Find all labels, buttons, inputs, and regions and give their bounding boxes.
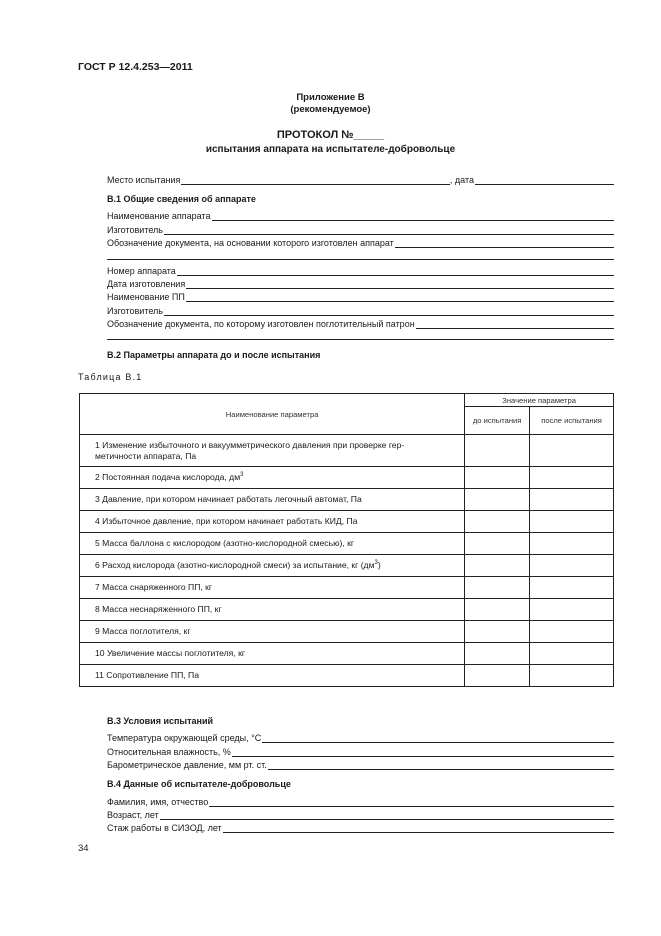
field-row xyxy=(107,277,614,289)
field-blank[interactable] xyxy=(186,292,614,302)
field-label: Относительная влажность, % xyxy=(107,747,231,757)
parameter-name: 3 Давление, при котором начинает работать легочный автомат, Па xyxy=(80,489,465,511)
field-blank[interactable] xyxy=(268,760,614,770)
place-date-row xyxy=(107,173,614,185)
field-blank[interactable] xyxy=(262,733,614,743)
parameter-name: 10 Увеличение массы поглотителя, кг xyxy=(80,643,465,665)
table-row xyxy=(80,489,614,511)
value-after-cell[interactable] xyxy=(530,555,614,577)
field-label: Температура окружающей среды, °С xyxy=(107,733,262,743)
value-before-cell[interactable] xyxy=(465,621,530,643)
column-header-before: до испытания xyxy=(465,407,530,435)
column-header-name: Наименование параметра xyxy=(80,394,465,435)
protocol-subtitle: испытания аппарата на испытателе-добровольце xyxy=(205,144,456,155)
value-after-cell[interactable] xyxy=(530,435,614,467)
field-label: Возраст, лет xyxy=(107,810,159,820)
value-before-cell[interactable] xyxy=(465,643,530,665)
table-row xyxy=(80,665,614,687)
value-before-cell[interactable] xyxy=(465,555,530,577)
value-before-cell[interactable] xyxy=(465,599,530,621)
field-label: Обозначение документа, по которому изготовлен поглотительный патрон xyxy=(107,319,415,329)
value-before-cell[interactable] xyxy=(465,467,530,489)
field-label: Обозначение документа, на основании которого изготовлен аппарат xyxy=(107,238,394,248)
table-row xyxy=(80,467,614,489)
place-label: Место испытания xyxy=(107,175,181,185)
value-before-cell[interactable] xyxy=(465,489,530,511)
parameter-name: 8 Масса неснаряженного ПП, кг xyxy=(80,599,465,621)
table-row xyxy=(80,577,614,599)
field-row xyxy=(107,821,614,833)
table-row xyxy=(80,555,614,577)
field-label: Барометрическое давление, мм рт. ст. xyxy=(107,760,267,770)
parameter-name: 5 Масса баллона с кислородом (азотно-кислородной смесью), кг xyxy=(80,533,465,555)
section-b3-title: В.3 Условия испытаний xyxy=(107,716,214,726)
field-row xyxy=(107,236,614,248)
value-before-cell[interactable] xyxy=(465,577,530,599)
value-after-cell[interactable] xyxy=(530,665,614,687)
field-row xyxy=(107,731,614,743)
continuation-line[interactable] xyxy=(107,259,614,260)
field-row xyxy=(107,304,614,316)
value-after-cell[interactable] xyxy=(530,577,614,599)
continuation-line[interactable] xyxy=(107,339,614,340)
field-blank[interactable] xyxy=(212,211,615,221)
field-row xyxy=(107,758,614,770)
table-row xyxy=(80,533,614,555)
table-row xyxy=(80,435,614,467)
field-blank[interactable] xyxy=(395,238,614,248)
field-label: Наименование ПП xyxy=(107,292,185,302)
value-before-cell[interactable] xyxy=(465,511,530,533)
column-header-after: после испытания xyxy=(530,407,614,435)
value-after-cell[interactable] xyxy=(530,621,614,643)
field-label: Изготовитель xyxy=(107,225,163,235)
date-blank[interactable] xyxy=(475,175,614,185)
value-after-cell[interactable] xyxy=(530,643,614,665)
value-after-cell[interactable] xyxy=(530,511,614,533)
field-row xyxy=(107,209,614,221)
table-row xyxy=(80,643,614,665)
table-row xyxy=(80,621,614,643)
value-after-cell[interactable] xyxy=(530,599,614,621)
appendix-title: Приложение В xyxy=(296,92,365,103)
value-after-cell[interactable] xyxy=(530,533,614,555)
field-label: Стаж работы в СИЗОД, лет xyxy=(107,823,222,833)
value-after-cell[interactable] xyxy=(530,467,614,489)
field-blank[interactable] xyxy=(186,279,614,289)
parameter-name: 4 Избыточное давление, при котором начинает работать КИД, Па xyxy=(80,511,465,533)
field-blank[interactable] xyxy=(232,747,614,757)
field-row xyxy=(107,264,614,276)
field-blank[interactable] xyxy=(223,823,614,833)
document-header: ГОСТ Р 12.4.253—2011 xyxy=(78,61,193,73)
parameter-name: 11 Сопротивление ПП, Па xyxy=(80,665,465,687)
parameter-name: 6 Расход кислорода (азотно-кислородной смеси) за испытание, кг $(дм^3)$ xyxy=(80,555,465,577)
page-number: 34 xyxy=(78,843,89,854)
parameter-name: 7 Масса снаряженного ПП, кг xyxy=(80,577,465,599)
field-row xyxy=(107,795,614,807)
protocol-title: ПРОТОКОЛ №_____ xyxy=(276,129,385,141)
field-label: Номер аппарата xyxy=(107,266,176,276)
field-blank[interactable] xyxy=(177,266,614,276)
field-row xyxy=(107,745,614,757)
value-before-cell[interactable] xyxy=(465,533,530,555)
date-label: , дата xyxy=(449,175,474,185)
section-b1-title: В.1 Общие сведения об аппарате xyxy=(107,194,256,204)
table-caption: Таблица В.1 xyxy=(78,372,143,382)
field-label: Изготовитель xyxy=(107,306,163,316)
section-b4-title: В.4 Данные об испытателе-добровольце xyxy=(107,779,291,789)
table-row xyxy=(80,599,614,621)
field-blank[interactable] xyxy=(164,306,614,316)
place-blank[interactable] xyxy=(181,175,450,185)
value-before-cell[interactable] xyxy=(465,665,530,687)
table-row xyxy=(80,511,614,533)
field-blank[interactable] xyxy=(416,319,614,329)
field-blank[interactable] xyxy=(164,225,614,235)
field-row xyxy=(107,317,614,329)
parameters-table xyxy=(79,393,614,687)
value-before-cell[interactable] xyxy=(465,435,530,467)
parameter-name: 1 Изменение избыточного и вакуумметрического давления при проверке гер- метичности аппарата, Па xyxy=(80,435,465,467)
value-after-cell[interactable] xyxy=(530,489,614,511)
field-blank[interactable] xyxy=(209,797,614,807)
appendix-subtitle: (рекомендуемое) xyxy=(290,104,371,115)
parameter-name: 2 Постоянная подача кислорода, $дм^3$ xyxy=(80,467,465,489)
field-label: Наименование аппарата xyxy=(107,211,211,221)
field-blank[interactable] xyxy=(160,810,614,820)
field-row xyxy=(107,808,614,820)
section-b2-title: В.2 Параметры аппарата до и после испытания xyxy=(107,350,321,360)
field-row xyxy=(107,290,614,302)
column-header-value: Значение параметра xyxy=(465,394,614,407)
field-label: Фамилия, имя, отчество xyxy=(107,797,209,807)
field-label: Дата изготовления xyxy=(107,279,186,289)
field-row xyxy=(107,223,614,235)
parameter-name: 9 Масса поглотителя, кг xyxy=(80,621,465,643)
